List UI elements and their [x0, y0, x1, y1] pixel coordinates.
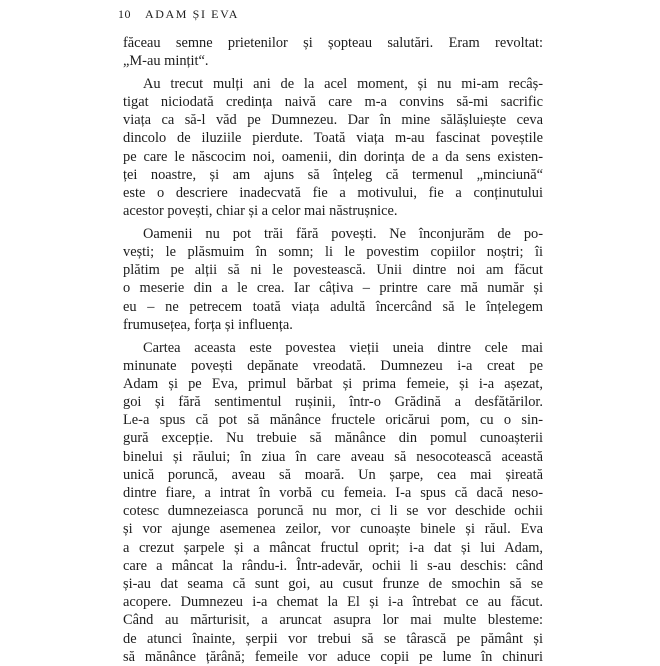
- text-line: vești; le plăsmuim în somn; li le povestim copiilor noștri; îi: [123, 244, 543, 261]
- text-line: frumusețea, forța și influența.: [123, 316, 293, 333]
- text-line: dintre fiare, a intrat în vorbă cu femeia. I-a spus că dacă neso-: [123, 485, 543, 501]
- text-line: Au trecut mulți ani de la acel moment, și nu mi-am recâș-: [143, 75, 543, 92]
- text-line: pe care le născocim noi, oamenii, din dorința de a da sens existen-: [123, 148, 543, 165]
- text-line: să mănânce țărână; femeile vor aduce copii pe lume în chinuri: [123, 648, 543, 665]
- paragraph: [123, 225, 543, 334]
- running-head: [118, 7, 239, 22]
- text-line: Cartea aceasta este povestea vieții uneia dintre cele mai: [143, 339, 543, 356]
- page-number: 10: [118, 7, 131, 21]
- text-line: eu – ne petrecem toată viața adultă încercând să le înțelegem: [123, 298, 543, 315]
- text-line: „M-au mințit“.: [123, 53, 209, 70]
- text-line: făceau semne prietenilor și șopteau salutări. Eram revoltat:: [123, 35, 543, 51]
- text-line: acopere. Dumnezeu i-a chemat la El și i-a întrebat ce au făcut.: [123, 594, 543, 611]
- text-line: dincolo de iluziile pierdute. Toată viața m-au fascinat poveștile: [123, 130, 543, 147]
- text-line: viața ca să-l văd pe Dumnezeu. Dar în mine sălășluiește ceva: [123, 112, 543, 129]
- text-line: unică poruncă, aveau să moară. Un șarpe, cea mai șireată: [123, 466, 543, 483]
- text-line: care a mâncat la rându-i. Într-adevăr, ochii li s-au deschis: când: [123, 557, 543, 574]
- text-line: și-au dat seama că sunt goi, au cusut frunze de smochin să se: [123, 575, 543, 592]
- text-line: Le-a spus că pot să mănânce fructele oricărui pom, cu o sin-: [123, 412, 543, 429]
- running-title: ADAM ȘI EVA: [145, 7, 240, 21]
- text-line: și vor ajunge asemenea zeilor, vor cunoaște binele și răul. Eva: [123, 521, 543, 538]
- text-line: de atunci înainte, șerpii vor trebui să se târască pe pământ și: [123, 630, 543, 647]
- text-line: tigat niciodată credința naivă care m-a convins să-mi sacrific: [123, 94, 543, 111]
- body-text: [123, 34, 543, 666]
- text-line: a crezut șarpele și a mâncat fructul oprit; i-a dat și lui Adam,: [123, 539, 543, 556]
- paragraph: [123, 339, 543, 666]
- text-line: minunate povești depănate vreodată. Dumnezeu i-a creat pe: [123, 357, 543, 374]
- text-line: plătim pe alții să ni le povestească. Unii dintre noi am făcut: [123, 262, 543, 279]
- paragraph: [123, 75, 543, 221]
- text-line: Oamenii nu pot trăi fără povești. Ne înconjurăm de po-: [143, 225, 543, 242]
- text-line: goi și fără sentimentul rușinii, într-o Grădină a desfătărilor.: [123, 394, 543, 411]
- text-line: cotesc dumnezeiasca poruncă nu mor, ci li se vor deschide ochii: [123, 503, 543, 520]
- text-line: o meserie din a le crea. Iar câțiva – printre care mă număr și: [123, 280, 543, 297]
- paragraph: [123, 34, 543, 70]
- text-line: acestor povești, chiar și a celor mai năstrușnice.: [123, 203, 398, 220]
- text-line: ței noastre, și am ajuns să înțeleg că termenul „minciună“: [123, 166, 543, 183]
- text-line: gură excepție. Nu trebuie să mănânce din pomul cunoașterii: [123, 430, 543, 447]
- text-line: Adam și pe Eva, primul bărbat și prima femeie, și i-a așezat,: [123, 375, 543, 392]
- text-line: Când au mărturisit, a aruncat asupra lor mai multe blesteme:: [123, 612, 543, 629]
- text-line: este o descriere inadecvată fie a motivului, fie a conținutului: [123, 185, 543, 201]
- text-line: binelui și răului; în ziua în care aveau să nesocotească această: [123, 448, 543, 465]
